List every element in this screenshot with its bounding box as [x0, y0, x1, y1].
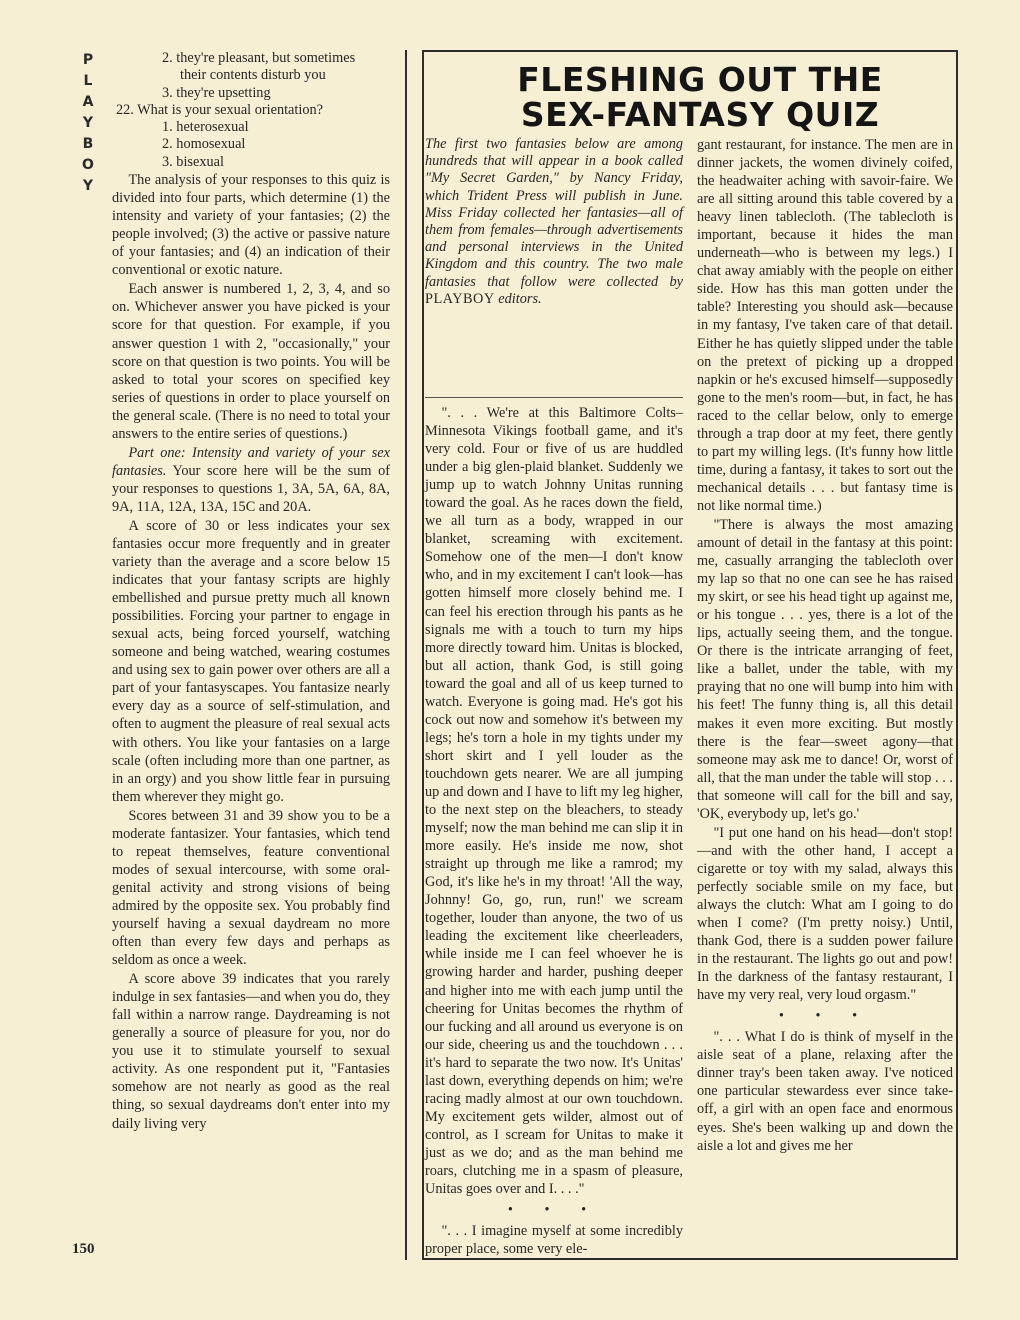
column-left — [112, 50, 390, 1133]
masthead-vertical — [76, 50, 100, 197]
fantasy-paragraph: ". . . What I do is think of myself in the aisle seat of a plane, relaxing after the dinner tray's been taken away. I've noticed one particular stewardess ever since take-off, a girl with an open face and enormous eyes. She's been walking up and down the aisle a lot and gives me her — [697, 1029, 953, 1154]
body-paragraph: Scores between 31 and 39 show you to be a moderate fantasizer. Your fantasies, which tend to repeat themselves, feature conventional modes of sexual intercourse, with some oral-genital activity and strong visions of being admired by the opposite sex. You probably find yourself having a sexual daydream no more often than every few days and perhaps as seldom as once a week. — [112, 807, 390, 969]
part-one-heading: Part one: Intensity and variety of your sex fantasies. — [112, 444, 390, 479]
intro-tail: editors. — [498, 290, 542, 307]
fantasy-paragraph: ". . . We're at this Baltimore Colts–Minnesota Vikings football game, and it's very cold. Four or five of us are huddled under a big glen-plaid blanket. Suddenly we jump up to watch Johnny Unitas running toward the goal. As he races down the field, we all turn as a body, wrapped in our blanket, screaming with excitement. Somehow one of the men—I don't know who, and in my excitement I can't look—has gotten himself more closely behind me. I can feel his erection through his pants as he signals me with a touch to turn my hips more directly toward him. Unitas is blocked, but all action, thank God, is still going toward the goal and all of us keep turned to watch. Everyone is going mad. He's got his cock out now and somehow it's between my legs; he's torn a hole in my tights under my short skirt and I yell louder as the touchdown gets nearer. We are all jumping up and down and I have to lift my leg higher, to the next step on the bleachers, to steady myself; now the man behind me can slip it in more easily. He's inside me now, shot straight up through me like a ramrod; my God, it's like he's in my throat! 'All the way, Johnny! Go, go, run, run!' we scream together, louder than anyone, the two of us leading the excitement like cheerleaders, while inside me I can feel whoever he is growing harder and harder, pushing deeper and higher into me with each jump until the cheering for Unitas becomes the rhythm of our fucking and all around us everyone is on our side, cheering us and the touchdown . . . it's hard to separate the two now. It's Unitas' last down, everything depends on him; we're racing madly almost at our own touchdown. My excitement gets wilder, almost out of control, as I scream for Unitas to make it just as we do; and as the man behind me roars, clutching me in a spasm of pleasure, Unitas goes over and I. . . ." — [425, 405, 683, 1198]
body-paragraph: A score of 30 or less indicates your sex fantasies occur more frequently and in greater variety than the average and a score below 15 indicates that your fantasy scripts are highly embellished and pursue pretty much all known possibilities. Forcing your partner to engage in sexual acts, being forced yourself, watching someone and being watched, wearing costumes and using sex to gain power over others are all a part of your fantasyscapes. You fantasize nearly every day as a source of self-stimulation, and often to augment the pleasure of real sexual acts with others. You like your fantasies on a large scale (often including more than one partner, as in an orgy) and you show little fear in pursuing them wherever they might go. — [112, 517, 390, 805]
part-one-body: Your score here will be the sum of your responses to questions 1, 3A, 5A, 6A, 8A, 9A, 11A, 12A, 13A, 15C and 20A. — [112, 462, 390, 515]
body-paragraph: The analysis of your responses to this quiz is divided into four parts, which determine (1) the intensity and variety of your fantasies; (2) the people involved; (3) the active or passive nature of your fantasies; and (4) an indication of their conventional or exotic nature. — [112, 172, 390, 279]
quiz-answer-list — [112, 50, 390, 171]
section-separator: • • • — [507, 1202, 601, 1219]
feature-headline — [470, 62, 930, 132]
quiz-question: 22. What is your sexual orientation? — [116, 101, 323, 118]
fantasy-paragraph: "There is always the most amazing amount of detail in the fantasy at this point: me, casually arranging the tablecloth over my lap so that no one can see he has raised my skirt, or see his head tight up against me, or his tongue . . . yes, there is a lot of the lips, actually seeing them, and the tongue. Or there is the intricate arranging of feet, like a ballet, under the table, with my praying that no one will bump into him with his feet! The funny thing is, all this detail makes it even more exciting. But mostly there is the fear—sweet agony—that someone may ask me to dance! Or, worst of all, that the man under the table will stop . . . that someone will call for the bill and say, 'OK, everybody up, let's go.' — [697, 516, 953, 822]
masthead-letter: P — [82, 52, 94, 68]
intro-text: The first two fantasies below are among hundreds that will appear in a book called "My Secret Garden," by Nancy Friday, which Trident Press will publish in June. Miss Friday collected her fantasies—all of them from females—through advertisements and personal interviews in the United Kingdom and this country. The two male fantasies that follow were collected by — [425, 136, 683, 290]
page-number: 150 — [72, 1241, 95, 1257]
fantasy-paragraph: ". . . I imagine myself at some incredibly proper place, some very ele- — [425, 1223, 683, 1258]
feature-intro — [425, 136, 683, 308]
intro-divider — [425, 397, 683, 398]
masthead-letter: B — [82, 136, 94, 152]
quiz-item: 1. heterosexual — [162, 119, 249, 136]
masthead-letter: L — [83, 73, 93, 89]
masthead-letter: A — [82, 94, 94, 110]
body-paragraph: Each answer is numbered 1, 2, 3, 4, and so on. Whichever answer you have picked is your score for that question. For example, if you answer question 1 with 2, "occasionally," your score on that question is two points. You will be asked to total your scores on specified key series of questions in order to place yourself on the general scale. (There is no need to total your answers to the entire series of questions.) — [112, 281, 390, 442]
masthead-letter: Y — [82, 178, 94, 194]
quiz-item: 3. bisexual — [162, 153, 224, 170]
body-paragraph: A score above 39 indicates that you rarely indulge in sex fantasies—and when you do, they fall within a narrow range. Daydreaming is not generally a source of pleasure for you, nor do you use it to stimulate yourself to sexual activity. As one respondent put it, "Fantasies somehow are not nearly as good as the real thing, so sexual daydreams don't enter into my daily living very — [112, 971, 390, 1132]
column-right — [697, 136, 953, 1155]
fantasy-paragraph: "I put one hand on his head—don't stop!—and with the other hand, I accept a cigarette or toy with my salad, always this perfectly sociable smile on my face, but always the clutch: What am I going to do when I come? (I'm pretty noisy.) Until, thank God, there is a sudden power failure in the restaurant. The lights go out and pow! In the darkness of the fantasy restaurant, I have my very real, very loud orgasm." — [697, 824, 953, 1004]
quiz-item: their contents disturb you — [180, 67, 326, 84]
masthead-letter: Y — [82, 115, 94, 131]
part-one-paragraph — [112, 444, 390, 516]
quiz-item: 2. homosexual — [162, 136, 246, 153]
column-divider — [405, 50, 407, 1260]
masthead-letter: O — [82, 157, 94, 173]
headline-line: FLESHING OUT THE — [517, 60, 883, 99]
headline-line: SEX-FANTASY QUIZ — [520, 95, 880, 134]
quiz-item: 3. they're upsetting — [162, 84, 271, 101]
quiz-item: 2. they're pleasant, but sometimes — [162, 50, 356, 66]
fantasy-paragraph: gant restaurant, for instance. The men are in dinner jackets, the women divinely coifed, the headwaiter aching with savoir-faire. We are all sitting around this table covered by a heavy linen tablecloth. (The tablecloth is important, because it hides the man underneath—who is between my legs.) I chat away amiably with the people on either side. How has this man gotten under the table? Interesting you should ask—because in my fantasy, I've taken care of that detail. Either he has quietly slipped under the table on the pretext of picking up a dropped napkin or he's excused himself—supposedly gone to the men's room—but, in fact, he has raced to the cellar below, only to emerge through a trap door at my feet, there gently to part my willing legs. (It's funny how little time, during a fantasy, it takes to sort out the mechanical details . . . but fantasy time is not like normal time.) — [697, 137, 953, 514]
column-middle — [425, 404, 683, 1258]
brand-name: PLAYBOY — [425, 290, 495, 307]
section-separator: • • • — [778, 1008, 872, 1025]
